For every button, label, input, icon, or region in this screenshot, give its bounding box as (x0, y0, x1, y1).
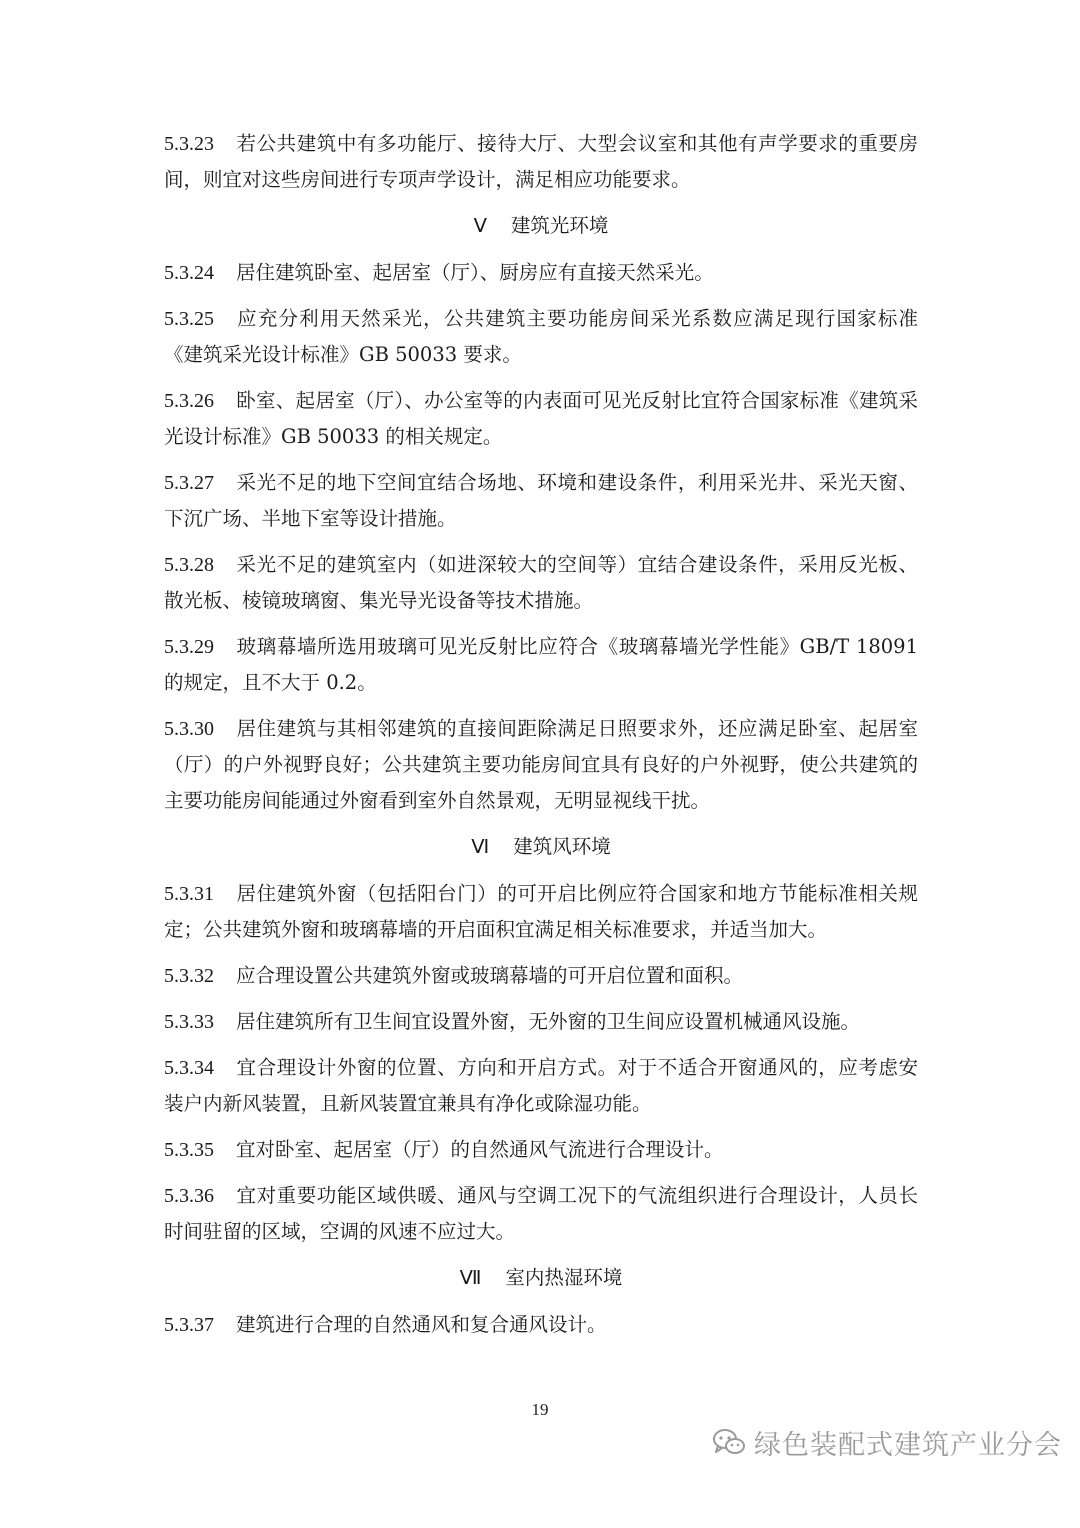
clause-text: 居住建筑卧室、起居室（厅）、厨房应有直接天然采光。 (236, 261, 714, 284)
section-roman-numeral: Ⅶ (459, 1268, 482, 1289)
clause-5-3-32 (164, 958, 918, 994)
clause-5-3-30 (164, 711, 918, 819)
section-title: 建筑风环境 (513, 835, 611, 858)
clause-text: 建筑进行合理的自然通风和复合通风设计。 (236, 1313, 607, 1336)
clause-5-3-24 (164, 255, 918, 291)
clause-number: 5.3.25 (164, 308, 214, 330)
clause-5-3-33 (164, 1004, 918, 1040)
clause-text: 玻璃幕墙所选用玻璃可见光反射比应符合《玻璃幕墙光学性能》GB/T 18091 的规定，且不大于 0.2。 (164, 635, 918, 694)
clause-5-3-27 (164, 465, 918, 537)
clause-5-3-34 (164, 1050, 918, 1122)
clause-5-3-26 (164, 383, 918, 455)
page-number: 19 (531, 1400, 549, 1419)
clause-text: 应合理设置公共建筑外窗或玻璃幕墙的可开启位置和面积。 (236, 964, 744, 987)
clause-number: 5.3.32 (164, 965, 214, 987)
section-roman-numeral: Ⅴ (473, 216, 487, 237)
clause-number: 5.3.33 (164, 1011, 214, 1033)
section-heading-v (164, 208, 918, 245)
wechat-icon (712, 1427, 746, 1457)
clause-number: 5.3.29 (164, 636, 214, 658)
clause-text: 采光不足的建筑室内（如进深较大的空间等）宜结合建设条件，采用反光板、散光板、棱镜玻璃窗、集光导光设备等技术措施。 (164, 553, 918, 612)
section-heading-vi (164, 829, 918, 866)
watermark-text: 绿色装配式建筑产业分会 (754, 1429, 1062, 1461)
clause-number: 5.3.37 (164, 1314, 214, 1336)
clause-number: 5.3.23 (164, 133, 214, 155)
clause-number: 5.3.30 (164, 718, 214, 740)
watermark (712, 1420, 1062, 1464)
clause-text: 卧室、起居室（厅）、办公室等的内表面可见光反射比宜符合国家标准《建筑采光设计标准》GB 50033 的相关规定。 (164, 389, 918, 448)
clause-text: 应充分利用天然采光，公共建筑主要功能房间采光系数应满足现行国家标准《建筑采光设计标准》GB 50033 要求。 (164, 307, 918, 366)
clause-5-3-28 (164, 547, 918, 619)
section-heading-vii (164, 1260, 918, 1297)
clause-text: 宜对重要功能区域供暖、通风与空调工况下的气流组织进行合理设计，人员长时间驻留的区域，空调的风速不应过大。 (164, 1184, 918, 1243)
clause-5-3-29 (164, 629, 918, 701)
clause-text: 居住建筑外窗（包括阳台门）的可开启比例应符合国家和地方节能标准相关规定；公共建筑外窗和玻璃幕墙的开启面积宜满足相关标准要求，并适当加大。 (164, 882, 918, 941)
clause-number: 5.3.24 (164, 262, 214, 284)
clause-number: 5.3.26 (164, 390, 214, 412)
clause-number: 5.3.35 (164, 1139, 214, 1161)
clause-number: 5.3.27 (164, 472, 214, 494)
clause-text: 居住建筑所有卫生间宜设置外窗，无外窗的卫生间应设置机械通风设施。 (236, 1010, 861, 1033)
clause-5-3-36 (164, 1178, 918, 1250)
clause-number: 5.3.36 (164, 1185, 214, 1207)
clause-text: 若公共建筑中有多功能厅、接待大厅、大型会议室和其他有声学要求的重要房间，则宜对这些房间进行专项声学设计，满足相应功能要求。 (164, 132, 918, 191)
section-title: 建筑光环境 (510, 214, 609, 237)
page-content (164, 126, 918, 1353)
clause-number: 5.3.34 (164, 1057, 214, 1079)
clause-5-3-31 (164, 876, 918, 948)
clause-5-3-25 (164, 301, 918, 373)
clause-5-3-37 (164, 1307, 918, 1343)
clause-number: 5.3.31 (164, 883, 214, 905)
section-title: 室内热湿环境 (505, 1266, 623, 1289)
clause-5-3-23 (164, 126, 918, 198)
clause-text: 宜对卧室、起居室（厅）的自然通风气流进行合理设计。 (236, 1138, 724, 1161)
clause-text: 居住建筑与其相邻建筑的直接间距除满足日照要求外，还应满足卧室、起居室（厅）的户外视野良好；公共建筑主要功能房间宜具有良好的户外视野，使公共建筑的主要功能房间能通过外窗看到室外自然景观，无明显视线干扰。 (164, 717, 918, 812)
clause-text: 采光不足的地下空间宜结合场地、环境和建设条件，利用采光井、采光天窗、下沉广场、半地下室等设计措施。 (164, 471, 918, 530)
clause-5-3-35 (164, 1132, 918, 1168)
section-roman-numeral: Ⅵ (471, 837, 490, 858)
clause-number: 5.3.28 (164, 554, 214, 576)
clause-text: 宜合理设计外窗的位置、方向和开启方式。对于不适合开窗通风的，应考虑安装户内新风装置，且新风装置宜兼具有净化或除湿功能。 (164, 1056, 918, 1115)
